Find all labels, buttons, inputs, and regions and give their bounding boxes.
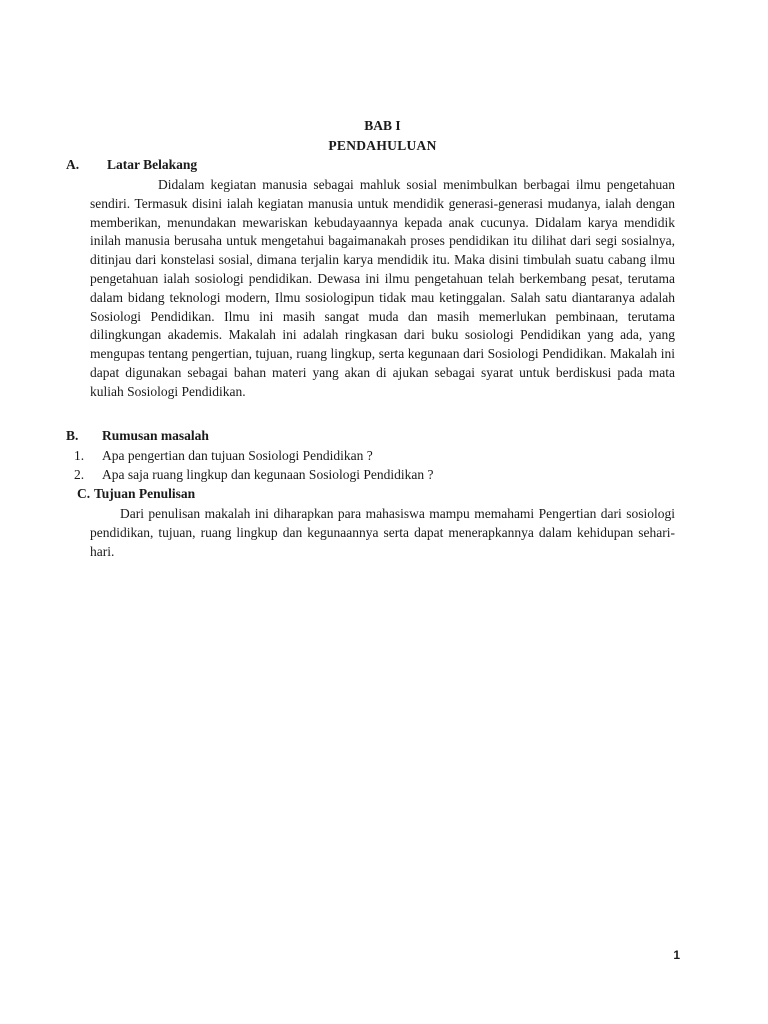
section-a-title: Latar Belakang <box>107 157 198 172</box>
page-number: 1 <box>673 948 680 962</box>
chapter-label: BAB I <box>364 118 401 133</box>
list-item-number: 2. <box>74 467 85 482</box>
section-c-letter: C. <box>77 486 91 501</box>
chapter-title: PENDAHULUAN <box>328 138 437 153</box>
section-c-title: Tujuan Penulisan <box>94 486 196 501</box>
section-a-letter: A. <box>66 157 80 172</box>
list-item <box>70 465 680 484</box>
list-item-text: Apa saja ruang lingkup dan kegunaan Sosiologi Pendidikan ? <box>102 467 434 482</box>
list-item-text: Apa pengertian dan tujuan Sosiologi Pendidikan ? <box>102 448 373 463</box>
list-item <box>70 446 680 465</box>
problem-list <box>70 446 680 484</box>
section-b-letter: B. <box>66 428 79 443</box>
section-b-title: Rumusan masalah <box>102 428 209 443</box>
list-item-number: 1. <box>74 448 85 463</box>
section-a-paragraph: Didalam kegiatan manusia sebagai mahluk sosial menimbulkan berbagai ilmu pengetahuan sendiri. Termasuk disini ialah kegiatan manusia untuk mendidik generasi-generasi mudanya, ialah dengan memberikan, menundakan mewariskan kebudayaannya kepada anak cucunya. Didalam karya mendidik inilah manusia berusaha untuk mengetahui bagaimanakah proses pendidikan itu dilihat dari segi sosialnya, ditinjau dari konstelasi sosial, dimana terjalin karya mendidik itu. Maka disini timbulah suatu cabang ilmu pengetahuan ialah sosiologi pendidikan. Dewasa ini ilmu pengetahuan telah berkembang pesat, terutama dalam bidang teknologi modern, Ilmu sosiologipun tidak mau ketinggalan. Salah satu diantaranya adalah Sosiologi Pendidikan. Ilmu ini masih sangat muda dan masih memerlukan pembinaan, terutama dilingkungan akademis. Makalah ini adalah ringkasan dari buku sosiologi Pendidikan yang ada, yang mengupas tentang pengertian, tujuan, ruang lingkup, serta kegunaan dari Sosiologi Pendidikan. Makalah ini dapat digunakan sebagai bahan materi yang akan di ajukan sebagai syarat untuk berdiskusi pada mata kuliah Sosiologi Pendidikan. <box>90 177 675 399</box>
section-c-paragraph: Dari penulisan makalah ini diharapkan para mahasiswa mampu memahami Pengertian dari sosiologi pendidikan, tujuan, ruang lingkup dan kegunaannya serta dapat menerapkannya dalam kehidupan sehari-hari. <box>90 506 675 559</box>
